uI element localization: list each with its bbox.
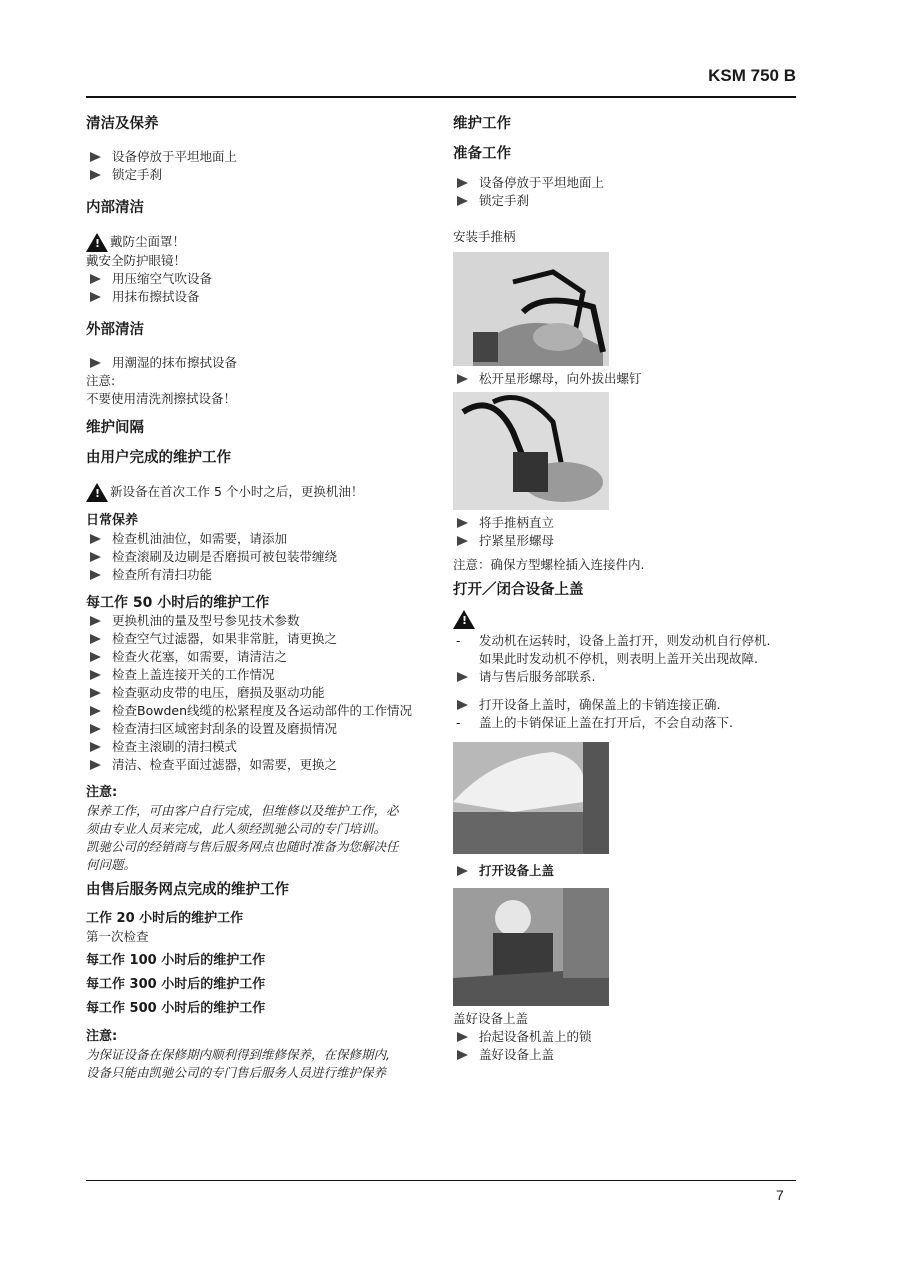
h100-heading: 每工作 100 小时后的维护工作 (86, 953, 266, 968)
list-item: 检查驱动皮带的电压，磨损及驱动功能 (86, 684, 442, 702)
list-item: 检查火花塞，如需要，请清洁之 (86, 648, 442, 666)
list-item: 设备停放于平坦地面上 (86, 148, 442, 166)
handle-photo-2 (453, 392, 609, 510)
page-number: 7 (776, 1187, 784, 1203)
interior-line: 戴安全防护眼镜！ (86, 253, 187, 268)
list-item: 用抹布擦拭设备 (86, 288, 442, 306)
exterior-heading: 外部清洁 (86, 322, 144, 338)
list-item: 请与售后服务部联系. (453, 668, 796, 686)
interval-heading: 维护间隔 (86, 420, 144, 436)
warning-icon (453, 610, 475, 629)
list-item: 检查所有清扫功能 (86, 566, 442, 584)
note-line: 须由专业人员来完成，此人须经凯驰公司的专门培训。 (86, 821, 387, 836)
list-item: 检查上盖连接开关的工作情况 (86, 666, 442, 684)
step-item: 松开星形螺母，向外拔出螺钉 (453, 370, 796, 388)
cover-photo-close (453, 888, 609, 1006)
open-cover-step: 打开设备上盖 (453, 862, 796, 880)
list-item: 检查清扫区域密封刮条的设置及磨损情况 (86, 720, 442, 738)
list-item: 清洁、检查平面过滤器，如需要，更换之 (86, 756, 442, 774)
list-item: 抬起设备机盖上的锁 (453, 1028, 796, 1046)
cover-heading: 打开／闭合设备上盖 (453, 582, 584, 598)
list-item: 用潮湿的抹布擦拭设备 (86, 354, 442, 372)
close-caption: 盖好设备上盖 (453, 1011, 529, 1026)
note-line: 为保证设备在保修期内顺利得到维修保养，在保修期内, (86, 1047, 390, 1062)
prep-heading: 准备工作 (453, 146, 511, 162)
daily-heading: 日常保养 (86, 513, 139, 528)
warning-icon (86, 483, 108, 502)
h500-heading: 每工作 500 小时后的维护工作 (86, 1001, 266, 1016)
list-item: 盖好设备上盖 (453, 1046, 796, 1064)
list-item: 检查主滚刷的清扫模式 (86, 738, 442, 756)
list-item: 检查滚刷及边刷是否磨损可被包装带缠绕 (86, 548, 442, 566)
list-item: 检查机油油位，如需要，请添加 (86, 530, 442, 548)
dash-item: - 发动机在运转时，设备上盖打开，则发动机自行停机. (453, 632, 796, 650)
handle-caption: 安装手推柄 (453, 229, 516, 244)
model-name: KSM 750 B (708, 66, 796, 85)
warning-text: 新设备在首次工作 5 个小时之后，更换机油！ (110, 484, 364, 499)
warning-icon (86, 233, 108, 252)
h300-heading: 每工作 300 小时后的维护工作 (86, 977, 266, 992)
h20-heading: 工作 20 小时后的维护工作 (86, 911, 244, 926)
note-line: 凯驰公司的经销商与售后服务网点也随时准备为您解决任 (86, 839, 399, 854)
list-item: 用压缩空气吹设备 (86, 270, 442, 288)
left-column (86, 114, 442, 1082)
user-maint-heading: 由用户完成的维护工作 (86, 450, 231, 466)
right-column (453, 114, 796, 1064)
note-label: 注意: (86, 1029, 118, 1044)
step-item: 将手推柄直立 (453, 514, 796, 532)
interior-warning (86, 232, 442, 252)
note-label: 注意: (86, 785, 118, 800)
cover-photo-open (453, 742, 609, 854)
h50-heading: 每工作 50 小时后的维护工作 (86, 595, 270, 611)
note-text: 不要使用清洗剂擦拭设备！ (86, 391, 237, 406)
list-item: 检查Bowden线缆的松紧程度及各运动部件的工作情况 (86, 702, 442, 720)
note-line: 保养工作，可由客户自行完成，但维修以及维护工作，必 (86, 803, 399, 818)
handle-note: 注意：确保方型螺栓插入连接件内. (453, 557, 645, 572)
note-line: 设备只能由凯驰公司的专门售后服务人员进行维护保养 (86, 1065, 387, 1080)
service-heading: 由售后服务网点完成的维护工作 (86, 882, 289, 898)
list-item: 检查空气过滤器，如果非常脏，请更换之 (86, 630, 442, 648)
note-line: 何问题。 (86, 857, 137, 872)
footer-rule (86, 1180, 796, 1181)
list-item: 锁定手刹 (86, 166, 442, 184)
header-rule (86, 96, 796, 98)
handle-photo-1 (453, 252, 609, 366)
warning-text: 戴防尘面罩！ (110, 234, 186, 249)
interior-heading: 内部清洁 (86, 200, 144, 216)
list-item: 锁定手刹 (453, 192, 796, 210)
cover-warning (453, 610, 796, 632)
step-item: 拧紧星形螺母 (453, 532, 796, 550)
h20-text: 第一次检查 (86, 929, 149, 944)
list-item: 更换机油的量及型号参见技术参数 (86, 612, 442, 630)
dash-cont: 如果此时发动机不停机，则表明上盖开关出现故障. (479, 651, 758, 666)
list-item: 设备停放于平坦地面上 (453, 174, 796, 192)
list-item: 打开设备上盖时，确保盖上的卡销连接正确. (453, 696, 796, 714)
dash-item: - 盖上的卡销保证上盖在打开后，不会自动落下. (453, 714, 796, 732)
user-warning (86, 482, 442, 502)
note-label: 注意: (86, 373, 116, 388)
maint-heading: 维护工作 (453, 116, 511, 132)
cleaning-heading: 清洁及保养 (86, 116, 159, 132)
